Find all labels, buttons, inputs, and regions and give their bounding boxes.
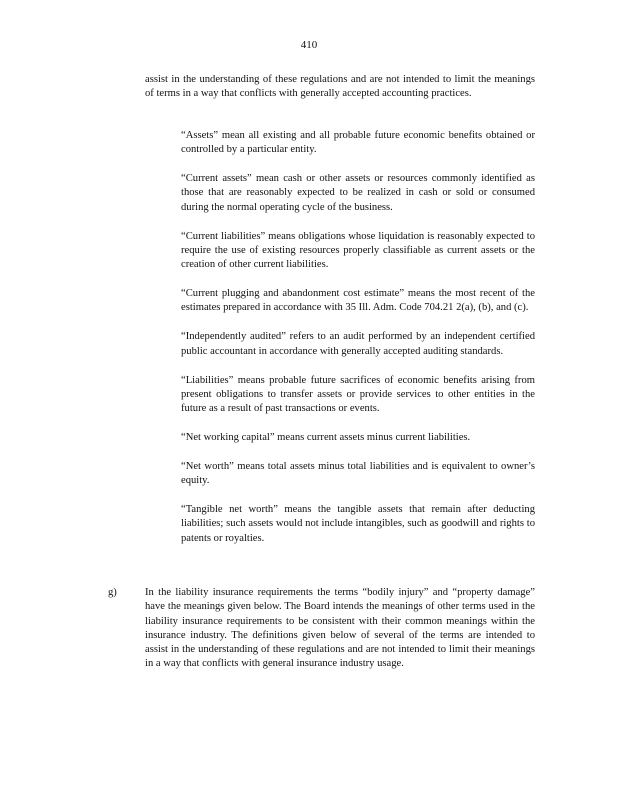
list-item-marker: g) bbox=[108, 587, 117, 598]
definition-net-working-capital: “Net working capital” means current assets minus current liabilities. bbox=[181, 432, 471, 444]
definition-net-worth: “Net worth” means total assets minus total liabilities and is equivalent to owner’s equity. bbox=[181, 460, 535, 487]
definition-current-liabilities: “Current liabilities” means obligations whose liquidation is reasonably expected to require the use of existing resources properly classifiable as current assets or the creation of other current liabilities. bbox=[181, 230, 535, 271]
page-number: 410 bbox=[300, 39, 318, 51]
definition-tangible-net-worth: “Tangible net worth” means the tangible assets that remain after deducting liabilities; such assets would not include intangibles, such as goodwill and rights to patents or royalties. bbox=[181, 504, 535, 544]
definition-plugging-abandonment-cost-estimate: “Current plugging and abandonment cost estimate” means the most recent of the estimates prepared in accordance with 35 Ill. Adm. Code 704.21 2(a), (b), and (c). bbox=[181, 288, 535, 314]
definition-assets: “Assets” mean all existing and all probable future economic benefits obtained or controlled by a particular entity. bbox=[181, 130, 535, 156]
definition-current-assets: “Current assets” mean cash or other assets or resources commonly identified as those that are reasonably expected to be realized in cash or sold or consumed during the normal operating cycle of the business. bbox=[181, 173, 535, 213]
definitions-list bbox=[181, 129, 535, 561]
list-item-text: In the liability insurance requirements the terms “bodily injury” and “property damage” have the meanings given below. The Board intends the meanings of other terms used in the liability insurance requirements to be consistent with their common meanings within the insurance industry. The definitions given below of several of the terms are intended to assist in the understanding of these regulations and are not intended to limit their meanings in a way that conflicts with general insurance industry usage. bbox=[145, 587, 535, 670]
intro-paragraph: assist in the understanding of these regulations and are not intended to limit the meanings of terms in a way that conflicts with generally accepted accounting practices. bbox=[145, 74, 535, 100]
definition-liabilities: “Liabilities” means probable future sacrifices of economic benefits arising from present obligations to transfer assets or provide services to other entities in the future as a result of past transactions or events. bbox=[181, 374, 535, 415]
definition-independently-audited: “Independently audited” refers to an audit performed by an independent certified public accountant in accordance with generally accepted auditing standards. bbox=[181, 331, 535, 357]
list-item-g bbox=[108, 586, 538, 672]
